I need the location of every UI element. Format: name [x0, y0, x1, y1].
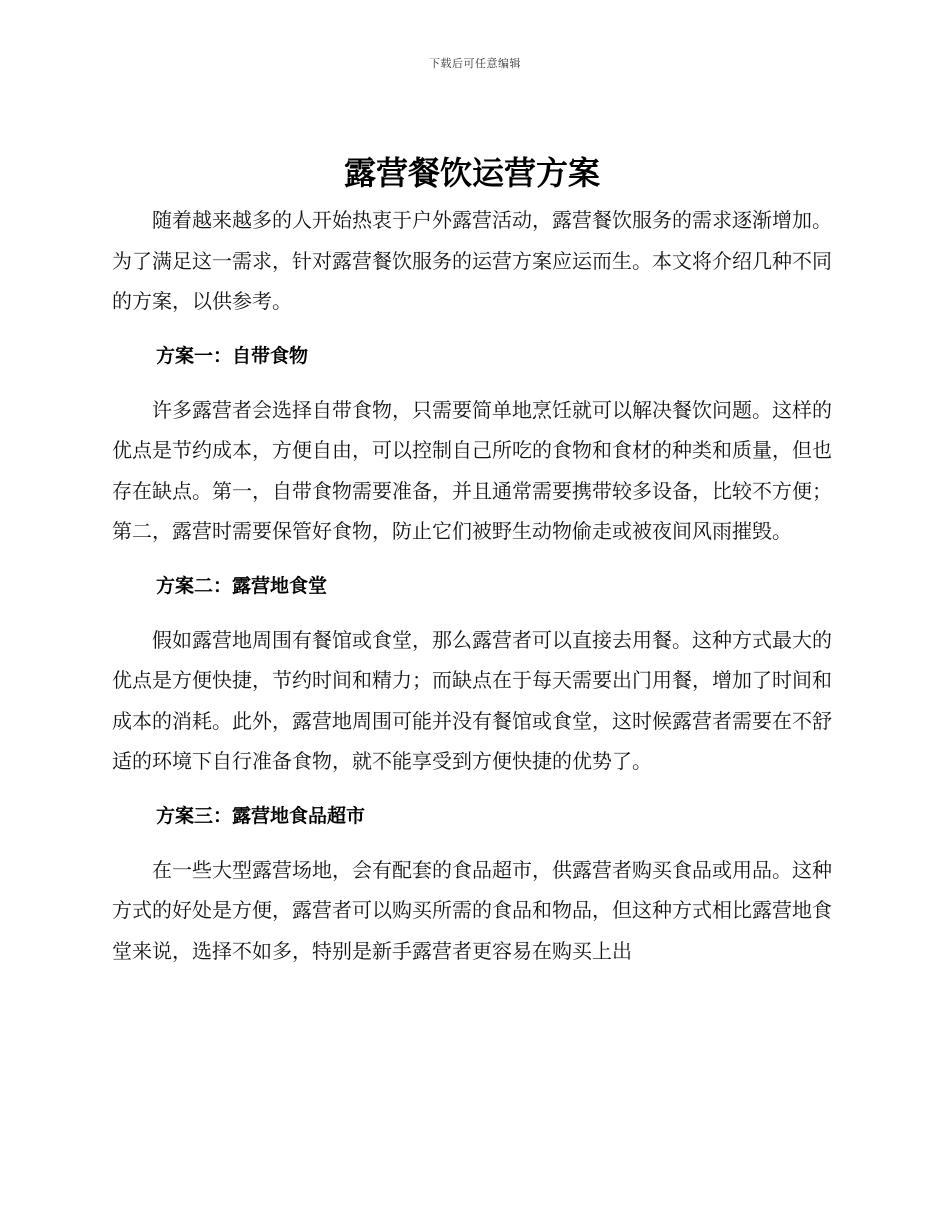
section-3	[112, 796, 832, 972]
section-body: 许多露营者会选择自带食物，只需要简单地烹饪就可以解决餐饮问题。这样的优点是节约成本，方便自由，可以控制自己所吃的食物和食材的种类和质量，但也存在缺点。第一，自带食物需要准备，并且通常需要携带较多设备，比较不方便；第二，露营时需要保管好食物，防止它们被野生动物偷走或被夜间风雨摧毁。	[112, 397, 832, 543]
section-body: 假如露营地周围有餐馆或食堂，那么露营者可以直接去用餐。这种方式最大的优点是方便快捷，节约时间和精力；而缺点在于每天需要出门用餐，增加了时间和成本的消耗。此外，露营地周围可能并没有餐馆或食堂，这时候露营者需要在不舒适的环境下自行准备食物，就不能享受到方便快捷的优势了。	[112, 627, 832, 773]
section-heading: 方案一：自带食物	[156, 344, 309, 367]
intro-paragraph: 随着越来越多的人开始热衷于户外露营活动，露营餐饮服务的需求逐渐增加。为了满足这一需求，针对露营餐饮服务的运营方案应运而生。本文将介绍几种不同的方案，以供参考。	[112, 208, 832, 313]
section-body: 在一些大型露营场地，会有配套的食品超市，供露营者购买食品或用品。这种方式的好处是方便，露营者可以购买所需的食品和物品，但这种方式相比露营地食堂来说，选择不如多，特别是新手露营者更容易在购买上出	[112, 857, 832, 963]
section-1	[112, 336, 832, 552]
section-2	[112, 566, 832, 782]
header-note: 下载后可任意编辑	[429, 57, 521, 70]
section-heading: 方案三：露营地食品超市	[156, 804, 366, 827]
document-content	[112, 150, 832, 971]
document-title: 露营餐饮运营方案	[343, 154, 600, 192]
section-heading: 方案二：露营地食堂	[156, 574, 328, 597]
